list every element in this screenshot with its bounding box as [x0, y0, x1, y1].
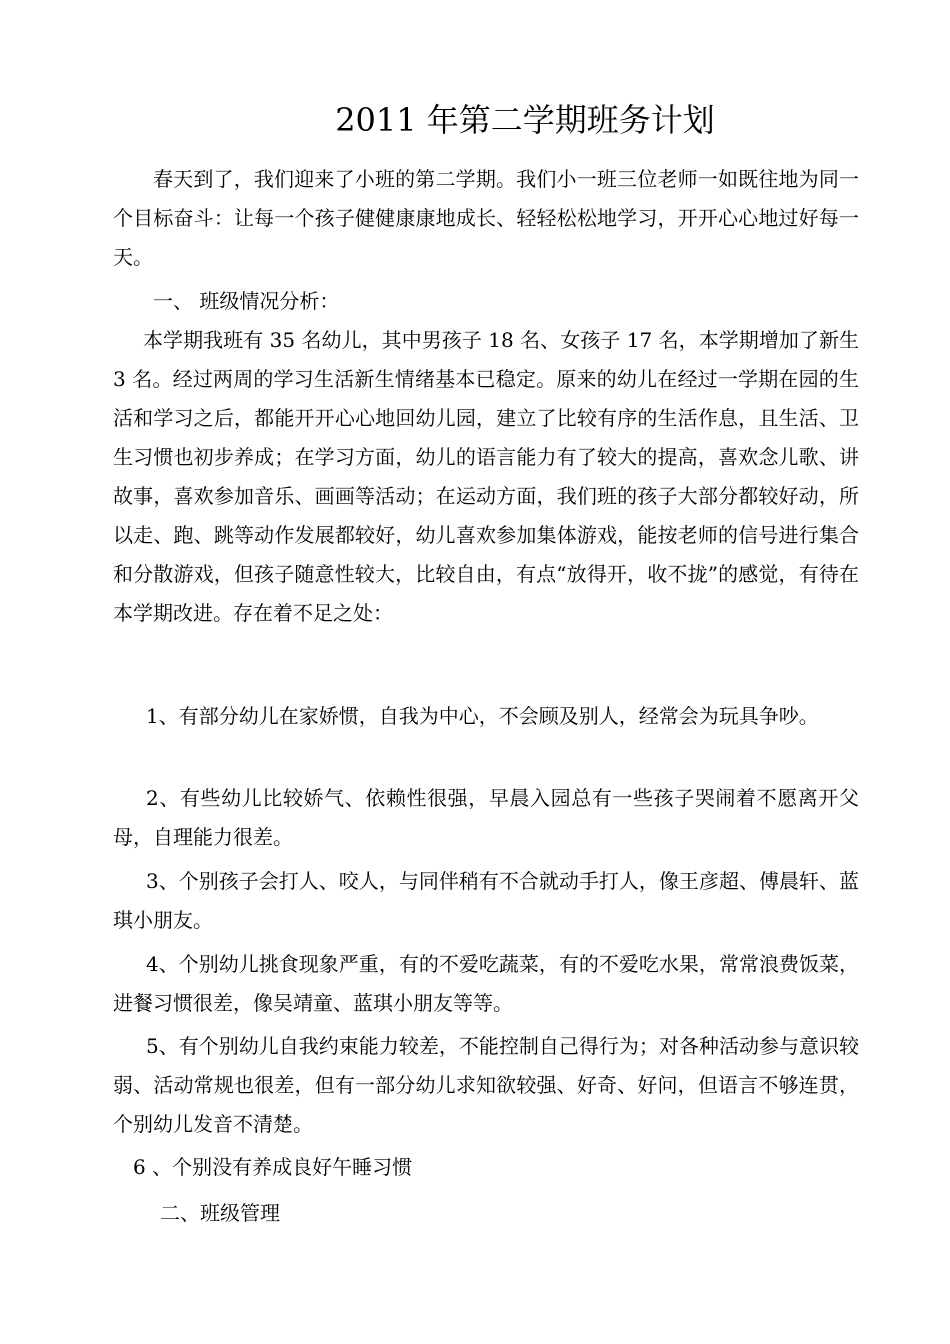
- list-item: 5、有个别幼儿自我约束能力较差，不能控制自己得行为；对各种活动参与意识较弱、活动常规也很差，但有一部分幼儿求知欲较强、好奇、好问，但语言不够连贯，个别幼儿发音不清楚。: [113, 1034, 859, 1136]
- list-item: 6 、个别没有养成良好午睡习惯: [133, 1155, 413, 1179]
- section-heading-class-management: 二、班级管理: [160, 1201, 280, 1225]
- list-item: 1、有部分幼儿在家娇惯，自我为中心，不会顾及别人，经常会为玩具争吵。: [146, 704, 819, 728]
- list-item: 4、个别幼儿挑食现象严重，有的不爱吃蔬菜，有的不爱吃水果，常常浪费饭菜，进餐习惯很差，像吴靖童、蓝琪小朋友等等。: [113, 952, 859, 1015]
- intro-paragraph: 春天到了，我们迎来了小班的第二学期。我们小一班三位老师一如既往地为同一个目标奋斗：让每一个孩子健健康康地成长、轻轻松松地学习，开开心心地过好每一天。: [113, 167, 859, 269]
- list-item: 2、有些幼儿比较娇气、依赖性很强，早晨入园总有一些孩子哭闹着不愿离开父母，自理能力很差。: [113, 786, 859, 849]
- document-title: 2011 年第二学期班务计划: [335, 101, 715, 139]
- list-item: 3、个别孩子会打人、咬人，与同伴稍有不合就动手打人，像王彦超、傅晨轩、蓝琪小朋友。: [113, 869, 859, 932]
- section-heading-class-analysis: 一、 班级情况分析：: [153, 289, 340, 313]
- analysis-paragraph: 本学期我班有 35 名幼儿，其中男孩子 18 名、女孩子 17 名，本学期增加了新生 3 名。经过两周的学习生活新生情绪基本已稳定。原来的幼儿在经过一学期在园的生活和学习之后，都能开开心心地回幼儿园，建立了比较有序的生活作息，且生活、卫生习惯也初步养成；在学习方面，幼儿的语言能力有了较大的提高，喜欢念儿歌、讲故事，喜欢参加音乐、画画等活动；在运动方面，我们班的孩子大部分都较好动，所以走、跑、跳等动作发展都较好，幼儿喜欢参加集体游戏，能按老师的信号进行集合和分散游戏，但孩子随意性较大，比较自由，有点“放得开，收不拢”的感觉，有待在本学期改进。存在着不足之处：: [113, 328, 859, 625]
